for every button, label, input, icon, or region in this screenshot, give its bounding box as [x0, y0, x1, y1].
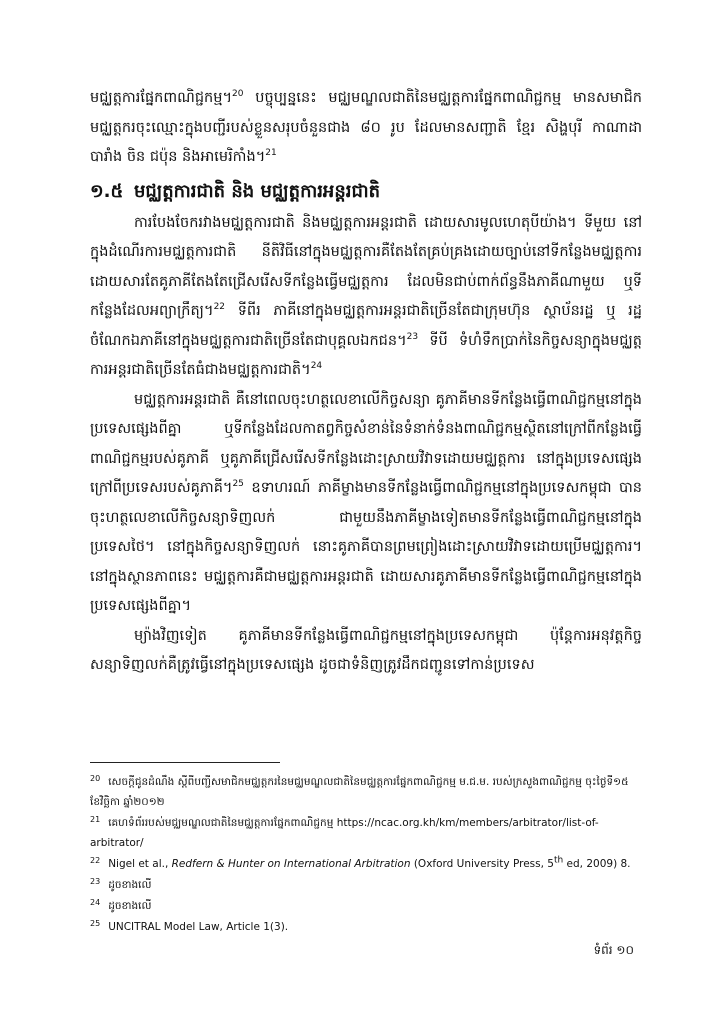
footnote-book-title: Redfern & Hunter on International Arbitration [171, 858, 411, 870]
paragraph-3: ម្យ៉ាងវិញទៀត គូភាគីមានទីកន្លែងធ្វើពាណិជ្ជកម្មនៅក្នុងប្រទេសកម្ពុជា ប៉ុន្តែការអនុវត្តកិច្ចសន្យាទិញលក់គឺត្រូវធ្វើនៅក្នុងប្រទេសផ្សេង ដូចជាទំនិញត្រូវដឹកជញ្ជូនទៅកាន់ប្រទេស [90, 627, 642, 673]
footnote-20 [90, 772, 642, 812]
footnote-mark: 22 [90, 855, 101, 865]
intro-text-b: បច្ចុប្បន្ននេះ មជ្ឈមណ្ឌលជាតិនៃមជ្ឈត្តការផ្នែកពាណិជ្ជកម្ម មានសមាជិកមជ្ឈត្តករចុះឈ្មោះក្នុងបញ្ជីរបស់ខ្លួនសរុបចំនួនជាង ៨០ រូប ដែលមានសញ្ជាតិ ខ្មែរ សិង្ហបុរី កាណាដា បារាំង ចិន ជប៉ុន និងអាមេរិកាំង។ [90, 90, 642, 165]
footnote-mark: 20 [90, 773, 101, 783]
section-number: ១.៥ [90, 180, 124, 202]
footnote-divider [90, 762, 280, 763]
footnote-text: UNCITRAL Model Law, Article 1(3). [108, 921, 289, 933]
section-title: មជ្ឈត្តការជាតិ និង មជ្ឈត្តការអន្តរជាតិ [134, 180, 381, 202]
footnote-mark: 23 [90, 876, 101, 886]
paragraph-1-text-c: ទីបី ទំហំទឹកប្រាក់នៃកិច្ចសន្យាក្នុងមជ្ឈត្តការអន្តរជាតិច្រើនតែធំជាងមជ្ឈត្តការជាតិ។ [90, 332, 642, 378]
footnote-text: Nigel et al., [108, 858, 172, 870]
intro-paragraph [90, 84, 642, 173]
footnote-text: សេចក្តីជូនដំណឹង ស្តីពីបញ្ជីសមាជិកមជ្ឈត្តករនៃមជ្ឈមណ្ឌលជាតិនៃមជ្ឈត្តការផ្នែកពាណិជ្ជកម្ម ម.ជ.ម. របស់ក្រសួងពាណិជ្ជកម្ម ចុះថ្ងៃទី១៥ ខែវិច្ឆិកា ឆ្នាំ២០១២ [90, 776, 629, 808]
intro-text-a: មជ្ឈត្តការផ្នែកពាណិជ្ជកម្ម។ [90, 90, 233, 106]
page-number: ទំព័រ ១០ [593, 943, 634, 957]
page-body [90, 84, 642, 681]
footnote-mark: 25 [90, 918, 101, 928]
footnote-21 [90, 813, 642, 853]
footnote-ordinal: th [553, 855, 564, 866]
footnote-ref-25[interactable]: 25 [232, 479, 244, 490]
footnote-mark: 21 [90, 814, 101, 824]
footnote-23 [90, 875, 642, 895]
footnote-22 [90, 854, 642, 874]
footnotes [90, 772, 642, 938]
footnote-text: (Oxford University Press, 5 [410, 858, 554, 870]
footnote-ref-21[interactable]: 21 [265, 148, 277, 159]
paragraph-1-text-a: ការបែងចែករវាងមជ្ឈត្តការជាតិ និងមជ្ឈត្តការអន្តរជាតិ ដោយសារមូលហេតុបីយ៉ាង។ ទីមួយ នៅក្នុងដំណើរការមជ្ឈត្តការជាតិ នីតិវិធីនៅក្នុងមជ្ឈត្តការគឺតែងតែគ្រប់គ្រងដោយច្បាប់នៅទីកន្លែងមជ្ឈត្តការ ដោយសារតែគូភាគីតែងតែជ្រើសរើសទីកន្លែងធ្វើមជ្ឈត្តការ ដែលមិនជាប់ពាក់ព័ន្ធនឹងភាគីណាមួយ ឬទីកន្លែងដែលអព្យាក្រឹត្យ។ [90, 214, 642, 319]
footnote-text: ed, 2009) 8. [563, 858, 631, 870]
paragraph-1 [90, 209, 642, 386]
footnote-text: ដូចខាងលើ [108, 900, 152, 912]
paragraph-1-text-b: ទីពីរ ភាគីនៅក្នុងមជ្ឈត្តការអន្តរជាតិច្រើនតែជាក្រុមហ៊ុន ស្ថាប័នរដ្ឋ ឬ រដ្ឋ ចំណែកឯភាគីនៅក្នុងមជ្ឈត្តការជាតិច្រើនតែជាបុគ្គលឯកជន។ [90, 303, 642, 349]
footnote-ref-22[interactable]: 22 [213, 302, 226, 313]
footnote-ref-23[interactable]: 23 [406, 331, 419, 342]
paragraph-2 [90, 386, 642, 622]
footnote-mark: 24 [90, 897, 101, 907]
footnote-ref-24[interactable]: 24 [310, 361, 323, 372]
paragraph-2-text-b: ឧទាហរណ៍ ភាគីម្ខាងមានទីកន្លែងធ្វើពាណិជ្ជកម្មនៅក្នុងប្រទេសកម្ពុជា បានចុះហត្ថលេខាលើកិច្ចសន្យាទិញលក់ ជាមួយនឹងភាគីម្ខាងទៀតមានទីកន្លែងធ្វើពាណិជ្ជកម្មនៅក្នុងប្រទេសថៃ។ នៅក្នុងកិច្ចសន្យាទិញលក់ នោះគូភាគីបានព្រមព្រៀងដោះស្រាយវិវាទដោយប្រើមជ្ឈត្តការ។ នៅក្នុងស្ថានភាពនេះ មជ្ឈត្តការគឺជាមជ្ឈត្តការអន្តរជាតិ ដោយសារគូភាគីមានទីកន្លែងធ្វើពាណិជ្ជកម្មនៅក្នុងប្រទេសផ្សេងពីគ្នា។ [90, 480, 642, 614]
section-heading [90, 175, 642, 209]
footnote-text-with-link[interactable]: គេហទំព័ររបស់មជ្ឈមណ្ឌលជាតិនៃមជ្ឈត្តការផ្នែកពាណិជ្ជកម្ម https://ncac.org.kh/km/members/arbitrator/list-of-arbitrator/ [90, 817, 599, 849]
footnote-ref-20[interactable]: 20 [232, 89, 244, 100]
paragraph-2-text-a: មជ្ឈត្តការអន្តរជាតិ គឺនៅពេលចុះហត្ថលេខាលើកិច្ចសន្យា គូភាគីមានទីកន្លែងធ្វើពាណិជ្ជកម្មនៅក្នុងប្រទេសផ្សេងពីគ្នា ឬទីកន្លែងដែលកាតព្វកិច្ចសំខាន់នៃទំនាក់ទំនងពាណិជ្ជកម្មស្ថិតនៅក្រៅពីកន្លែងធ្វើពាណិជ្ជកម្មរបស់គូភាគី ឬគូភាគីជ្រើសរើសទីកន្លែងដោះស្រាយវិវាទដោយមជ្ឈត្តការ នៅក្នុងប្រទេសផ្សេងក្រៅពីប្រទេសរបស់គូភាគី។ [90, 391, 642, 496]
footnote-25 [90, 917, 642, 937]
footnote-24 [90, 896, 642, 916]
footnote-text: ដូចខាងលើ [108, 879, 152, 891]
